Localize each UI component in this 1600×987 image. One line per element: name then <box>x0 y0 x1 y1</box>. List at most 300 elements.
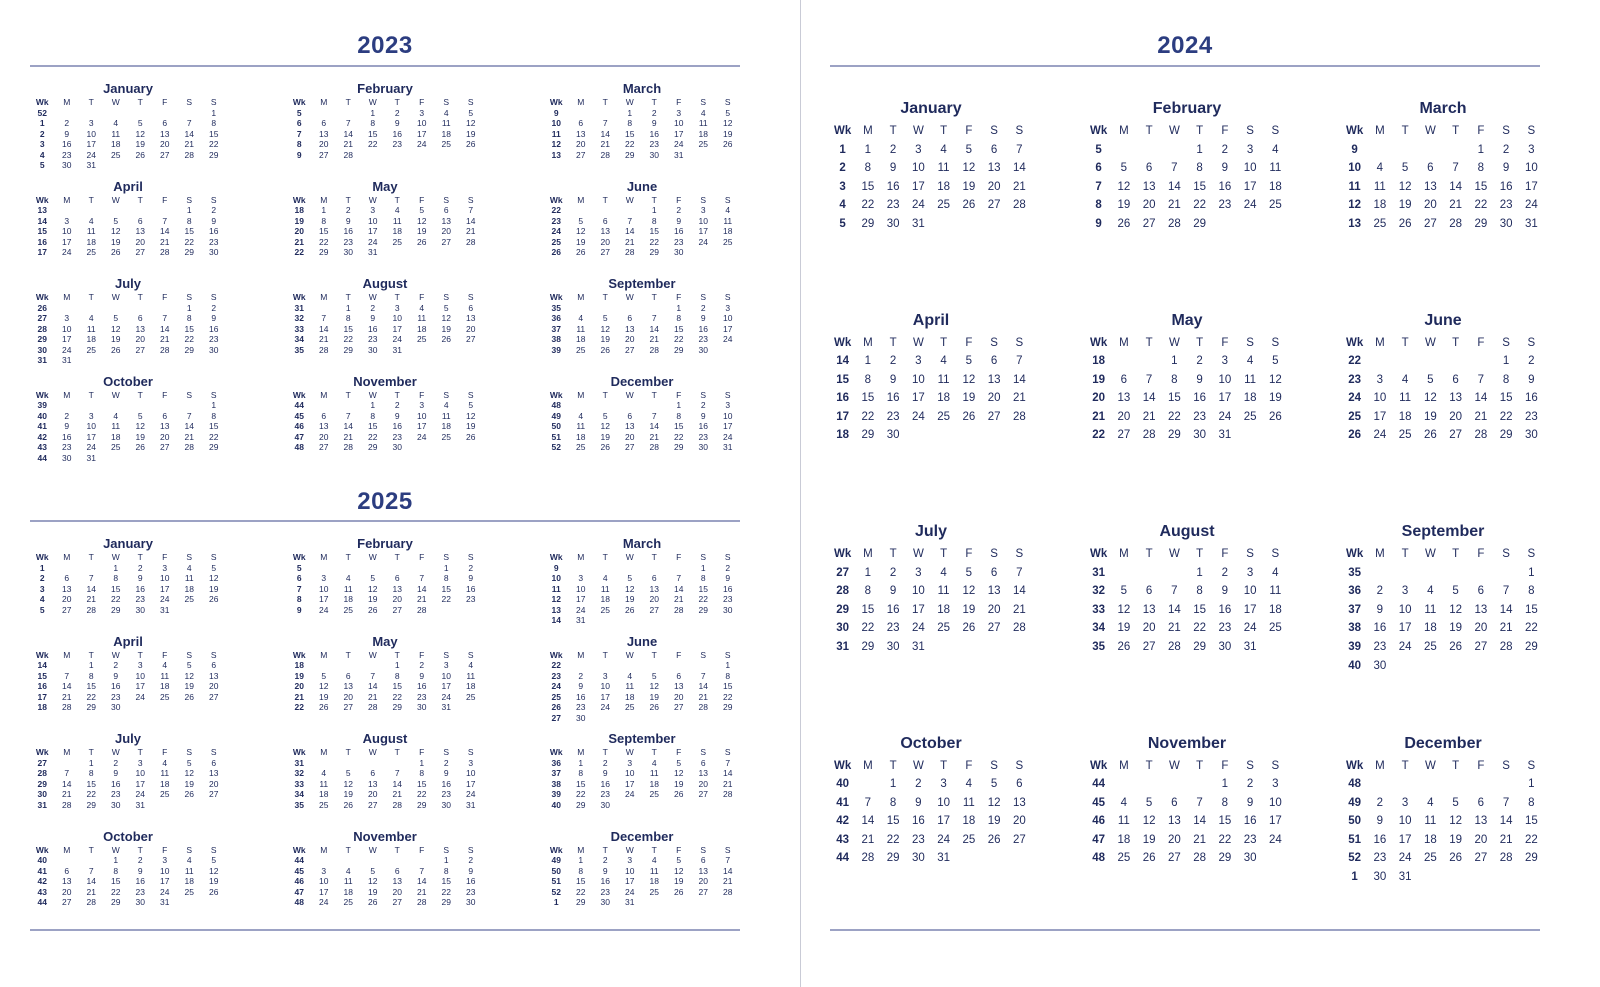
day-cell: 17 <box>625 876 635 886</box>
day-cell: 6 <box>321 118 327 128</box>
bottom-rule-left <box>30 929 740 931</box>
day-cell: 27 <box>576 149 586 160</box>
week-row <box>830 159 1032 178</box>
day-cell: 26 <box>368 604 378 615</box>
day-cell: 8 <box>578 768 584 778</box>
day-cell <box>716 150 741 161</box>
day-cell <box>153 205 178 216</box>
week-row <box>544 768 740 779</box>
month-february <box>1086 100 1288 300</box>
month-may <box>287 180 483 275</box>
week-row <box>287 205 483 216</box>
month-december <box>544 375 740 470</box>
day-cell: 26 <box>441 334 451 344</box>
weekday-header: T <box>345 747 351 757</box>
day-cell: 3 <box>602 670 608 681</box>
week-row <box>544 866 740 877</box>
day-cell <box>55 855 80 866</box>
day-cell: 4 <box>419 302 425 313</box>
day-cell <box>1418 564 1443 583</box>
weekday-header: S <box>1527 336 1536 349</box>
weekday-header-row <box>1342 545 1544 564</box>
day-cell <box>1468 564 1493 583</box>
week-row <box>544 605 740 616</box>
day-cell: 7 <box>1016 355 1023 368</box>
day-cell <box>312 855 337 866</box>
weekday-header: S <box>467 292 474 302</box>
day-cell: 11 <box>962 796 975 809</box>
weekday-header: T <box>88 844 94 855</box>
day-cell <box>1007 638 1032 657</box>
day-cell: 27 <box>1117 429 1131 442</box>
day-cell <box>593 205 618 216</box>
week-row <box>1086 426 1288 445</box>
weekday-header: T <box>394 97 400 107</box>
day-cell: 10 <box>86 421 96 431</box>
day-cell: 19 <box>1117 622 1131 635</box>
day-cell: 13 <box>1012 796 1026 809</box>
day-cell <box>410 150 435 161</box>
day-cell <box>1263 426 1288 445</box>
day-cell: 13 <box>674 681 684 691</box>
day-cell <box>982 638 1007 657</box>
week-number-header: Wk <box>549 389 563 400</box>
week-row <box>544 237 740 248</box>
day-cell: 20 <box>135 334 145 344</box>
day-cell: 11 <box>441 118 451 128</box>
day-cell: 24 <box>62 247 72 257</box>
day-cell: 26 <box>1398 217 1412 230</box>
day-cell: 20 <box>1142 199 1156 212</box>
week-row <box>30 681 226 692</box>
week-number: 48 <box>294 442 304 452</box>
day-cell: 31 <box>911 217 925 230</box>
day-cell: 20 <box>987 603 1001 616</box>
day-cell: 22 <box>625 139 635 149</box>
day-cell: 2 <box>1221 566 1229 579</box>
day-cell: 21 <box>160 236 170 247</box>
week-number: 39 <box>551 789 561 799</box>
week-row <box>287 421 483 432</box>
month-name: March <box>1419 100 1467 117</box>
day-cell: 4 <box>940 143 947 156</box>
week-number: 26 <box>551 702 561 712</box>
day-cell: 28 <box>1142 429 1156 442</box>
week-number: 7 <box>296 583 302 594</box>
weekday-header-row <box>544 552 740 563</box>
day-cell: 20 <box>1117 410 1131 423</box>
day-cell <box>79 400 104 411</box>
day-cell <box>177 605 202 616</box>
week-row <box>544 563 740 574</box>
day-cell <box>336 660 361 671</box>
weekday-header: T <box>88 747 94 757</box>
day-cell: 10 <box>62 226 72 236</box>
day-cell: 6 <box>990 566 998 579</box>
day-cell: 9 <box>211 215 217 226</box>
week-number: 51 <box>551 876 561 886</box>
weekday-header: W <box>625 649 634 660</box>
day-cell: 14 <box>368 681 378 691</box>
week-row <box>287 866 483 877</box>
day-cell: 25 <box>184 886 194 897</box>
day-cell: 13 <box>441 215 451 226</box>
day-cell <box>79 205 104 216</box>
day-cell: 15 <box>111 583 121 594</box>
day-cell <box>128 205 153 216</box>
weekday-header: M <box>63 389 71 400</box>
day-cell: 24 <box>1398 640 1412 653</box>
day-cell <box>667 713 692 724</box>
day-cell: 2 <box>1221 143 1229 156</box>
week-row <box>1342 582 1544 601</box>
day-cell: 2 <box>211 302 217 313</box>
day-cell: 31 <box>86 452 96 463</box>
day-cell: 13 <box>600 226 610 236</box>
day-cell: 30 <box>886 217 900 230</box>
day-cell: 24 <box>86 442 96 452</box>
weekday-header: T <box>394 649 400 660</box>
week-number: 11 <box>551 128 561 139</box>
day-cell <box>128 160 153 171</box>
day-cell: 16 <box>1373 833 1387 846</box>
weekday-header: S <box>467 389 474 400</box>
day-cell: 4 <box>1120 796 1128 809</box>
month-march <box>544 82 740 177</box>
day-cell: 30 <box>698 442 708 452</box>
week-row <box>544 897 740 908</box>
weekday-header: T <box>651 389 657 400</box>
day-cell: 29 <box>1193 640 1207 653</box>
day-cell: 23 <box>62 149 72 160</box>
day-cell: 10 <box>160 865 170 876</box>
week-row <box>287 681 483 692</box>
day-cell: 15 <box>723 681 733 691</box>
day-cell: 5 <box>443 302 449 313</box>
day-cell: 8 <box>627 118 633 128</box>
day-cell: 26 <box>135 149 145 160</box>
weekday-header: T <box>137 747 143 757</box>
week-row <box>287 313 483 324</box>
day-cell <box>691 150 716 161</box>
day-cell: 20 <box>209 681 219 691</box>
week-row <box>287 671 483 682</box>
month-day-grid <box>1086 334 1288 446</box>
week-number: 46 <box>294 421 304 431</box>
week-number: 9 <box>553 107 559 118</box>
week-row <box>1342 215 1544 234</box>
day-cell: 3 <box>88 118 94 128</box>
day-cell: 22 <box>392 691 402 702</box>
day-cell: 22 <box>576 789 586 799</box>
month-january <box>830 100 1032 300</box>
day-cell: 16 <box>576 691 586 702</box>
day-cell: 17 <box>911 392 925 405</box>
day-cell: 7 <box>88 573 94 583</box>
day-cell: 5 <box>676 855 682 865</box>
day-cell: 23 <box>1524 410 1538 423</box>
weekday-header: W <box>368 649 377 660</box>
weekday-header: M <box>1375 759 1385 772</box>
week-number: 39 <box>551 344 561 355</box>
weekday-header-row <box>1342 757 1544 776</box>
week-number: 48 <box>1348 778 1362 791</box>
week-row <box>30 313 226 324</box>
day-cell: 7 <box>370 670 376 681</box>
day-cell: 2 <box>889 566 897 579</box>
day-cell: 29 <box>209 149 219 160</box>
day-cell: 17 <box>600 691 610 702</box>
day-cell: 7 <box>1196 796 1203 809</box>
day-cell <box>1468 352 1493 371</box>
day-cell: 19 <box>674 876 684 886</box>
month-name: August <box>362 731 408 746</box>
week-number: 23 <box>551 215 561 226</box>
day-cell: 24 <box>466 789 476 799</box>
day-cell: 23 <box>649 139 659 149</box>
day-cell <box>177 800 202 811</box>
day-cell: 27 <box>135 247 145 257</box>
day-cell <box>459 605 484 616</box>
day-cell <box>128 303 153 314</box>
day-cell: 24 <box>392 334 402 344</box>
day-cell: 28 <box>1474 429 1488 442</box>
day-cell: 15 <box>86 681 96 691</box>
month-day-grid <box>30 552 226 615</box>
day-cell <box>459 442 484 453</box>
week-row <box>544 713 740 724</box>
day-cell: 21 <box>723 876 733 886</box>
week-number: 13 <box>37 205 47 215</box>
day-cell: 13 <box>987 373 1001 386</box>
day-cell <box>593 303 618 314</box>
day-cell: 20 <box>625 334 635 344</box>
week-row <box>30 303 226 314</box>
day-cell: 4 <box>940 355 947 368</box>
day-cell: 25 <box>343 604 353 615</box>
week-number-header: Wk <box>549 552 563 562</box>
day-cell: 2 <box>1376 585 1384 598</box>
weekday-header: S <box>724 844 731 855</box>
day-cell: 20 <box>576 139 586 149</box>
day-cell: 3 <box>915 143 922 156</box>
day-cell: 6 <box>602 215 608 226</box>
day-cell <box>312 563 337 574</box>
day-cell: 22 <box>319 236 329 247</box>
day-cell: 5 <box>627 573 633 583</box>
day-cell: 19 <box>111 236 121 247</box>
day-cell <box>104 205 129 216</box>
weekday-header: F <box>676 97 682 107</box>
day-cell: 2 <box>468 855 474 865</box>
week-row <box>544 800 740 811</box>
day-cell: 18 <box>625 691 635 702</box>
day-cell: 16 <box>886 392 900 405</box>
day-cell <box>1519 657 1544 676</box>
week-row <box>287 887 483 898</box>
day-cell: 26 <box>600 442 610 452</box>
day-cell: 5 <box>578 215 584 226</box>
day-cell: 22 <box>417 789 427 799</box>
day-cell: 30 <box>1243 852 1257 865</box>
weekday-header-row <box>287 390 483 401</box>
week-number: 29 <box>37 334 47 344</box>
day-cell: 14 <box>184 128 194 139</box>
weekday-header: T <box>1196 548 1204 560</box>
week-number: 4 <box>839 199 846 212</box>
day-cell: 28 <box>649 442 659 452</box>
day-cell: 13 <box>1474 815 1488 828</box>
day-cell: 24 <box>1373 429 1387 442</box>
day-cell: 29 <box>1167 429 1181 442</box>
day-cell <box>618 303 643 314</box>
day-cell: 9 <box>1221 585 1229 598</box>
day-cell: 11 <box>86 226 96 236</box>
weekday-header: F <box>419 747 425 757</box>
day-cell: 23 <box>674 236 684 247</box>
day-cell <box>459 345 484 356</box>
day-cell: 10 <box>1398 603 1412 616</box>
day-cell: 7 <box>700 670 706 681</box>
day-cell <box>593 615 618 626</box>
day-cell: 29 <box>1193 217 1207 230</box>
day-cell: 18 <box>1117 833 1131 846</box>
month-name: September <box>608 276 676 291</box>
day-cell <box>104 303 129 314</box>
day-cell: 18 <box>111 139 121 149</box>
day-cell <box>202 355 227 366</box>
week-number-header: Wk <box>1346 759 1364 772</box>
day-cell: 17 <box>319 594 329 604</box>
day-cell: 29 <box>1524 852 1538 865</box>
day-cell: 25 <box>698 139 708 149</box>
day-cell: 17 <box>86 139 96 149</box>
day-cell <box>1443 352 1468 371</box>
week-row <box>544 421 740 432</box>
week-row <box>1342 564 1544 583</box>
month-name: December <box>1404 734 1482 752</box>
week-row <box>544 226 740 237</box>
week-row <box>287 237 483 248</box>
week-row <box>287 118 483 129</box>
day-cell <box>1263 215 1288 234</box>
day-cell: 19 <box>368 886 378 897</box>
month-november <box>287 375 483 470</box>
day-cell: 19 <box>600 431 610 442</box>
day-cell: 14 <box>160 323 170 334</box>
week-row <box>830 215 1032 234</box>
week-row <box>287 150 483 161</box>
day-cell: 22 <box>861 199 875 212</box>
week-number: 19 <box>294 215 304 226</box>
day-cell: 21 <box>600 139 610 149</box>
week-number: 5 <box>839 217 846 230</box>
day-cell: 20 <box>160 139 170 149</box>
day-cell: 21 <box>86 594 96 604</box>
week-number: 9 <box>1351 143 1358 156</box>
day-cell: 11 <box>1269 162 1282 175</box>
day-cell: 13 <box>135 323 145 334</box>
day-cell: 3 <box>64 215 70 226</box>
month-march <box>544 537 740 632</box>
day-cell: 11 <box>625 681 635 691</box>
week-number-header: Wk <box>292 552 306 562</box>
week-row <box>30 897 226 908</box>
month-day-grid <box>287 845 483 908</box>
day-cell: 1 <box>1502 355 1510 368</box>
week-row <box>1342 831 1544 850</box>
week-number: 12 <box>551 594 561 604</box>
day-cell: 6 <box>1427 162 1434 175</box>
week-number: 36 <box>1348 585 1362 598</box>
day-cell: 11 <box>1117 815 1130 828</box>
month-name: December <box>610 373 674 389</box>
day-cell: 25 <box>417 334 427 344</box>
day-cell: 19 <box>1449 622 1463 635</box>
day-cell: 9 <box>889 373 897 386</box>
weekday-header: S <box>186 747 193 757</box>
day-cell <box>569 303 594 314</box>
day-cell: 25 <box>441 431 451 442</box>
day-cell: 24 <box>674 139 684 149</box>
month-name: July <box>914 523 947 540</box>
day-cell: 30 <box>1373 871 1387 884</box>
week-number: 19 <box>294 670 304 681</box>
day-cell: 10 <box>1218 373 1232 386</box>
week-row <box>1086 831 1288 850</box>
week-number: 14 <box>551 615 561 625</box>
day-cell: 14 <box>1193 815 1207 828</box>
week-number: 3 <box>839 180 846 193</box>
day-cell: 7 <box>394 768 400 778</box>
day-cell: 15 <box>184 323 194 334</box>
day-cell: 15 <box>674 421 684 431</box>
day-cell: 16 <box>1218 603 1232 616</box>
day-cell: 30 <box>135 604 145 615</box>
day-cell: 17 <box>698 226 708 236</box>
day-cell: 5 <box>1272 355 1279 368</box>
day-cell: 27 <box>649 604 659 615</box>
day-cell: 26 <box>1117 640 1131 653</box>
day-cell: 8 <box>211 410 217 421</box>
day-cell: 18 <box>937 392 951 405</box>
day-cell <box>982 426 1007 445</box>
weekday-header: S <box>1015 336 1024 349</box>
day-cell: 12 <box>135 128 145 139</box>
day-cell: 18 <box>319 789 329 799</box>
weekday-header: W <box>368 194 377 205</box>
day-cell: 12 <box>417 215 427 226</box>
day-cell: 15 <box>441 876 451 886</box>
week-row <box>287 702 483 713</box>
day-cell: 19 <box>987 815 1001 828</box>
day-cell: 15 <box>861 180 875 193</box>
day-cell <box>410 855 435 866</box>
day-cell: 22 <box>368 431 378 442</box>
day-cell: 28 <box>1193 852 1207 865</box>
day-cell: 22 <box>576 886 586 897</box>
day-cell: 19 <box>674 778 684 789</box>
day-cell: 9 <box>1376 815 1384 828</box>
year-grid-2025 <box>30 537 740 917</box>
week-number: 9 <box>553 562 559 573</box>
day-cell <box>956 215 981 234</box>
day-cell: 24 <box>1268 833 1282 846</box>
week-row <box>830 389 1032 408</box>
day-cell: 20 <box>1423 199 1437 212</box>
day-cell: 22 <box>184 236 194 247</box>
day-cell <box>618 800 643 811</box>
